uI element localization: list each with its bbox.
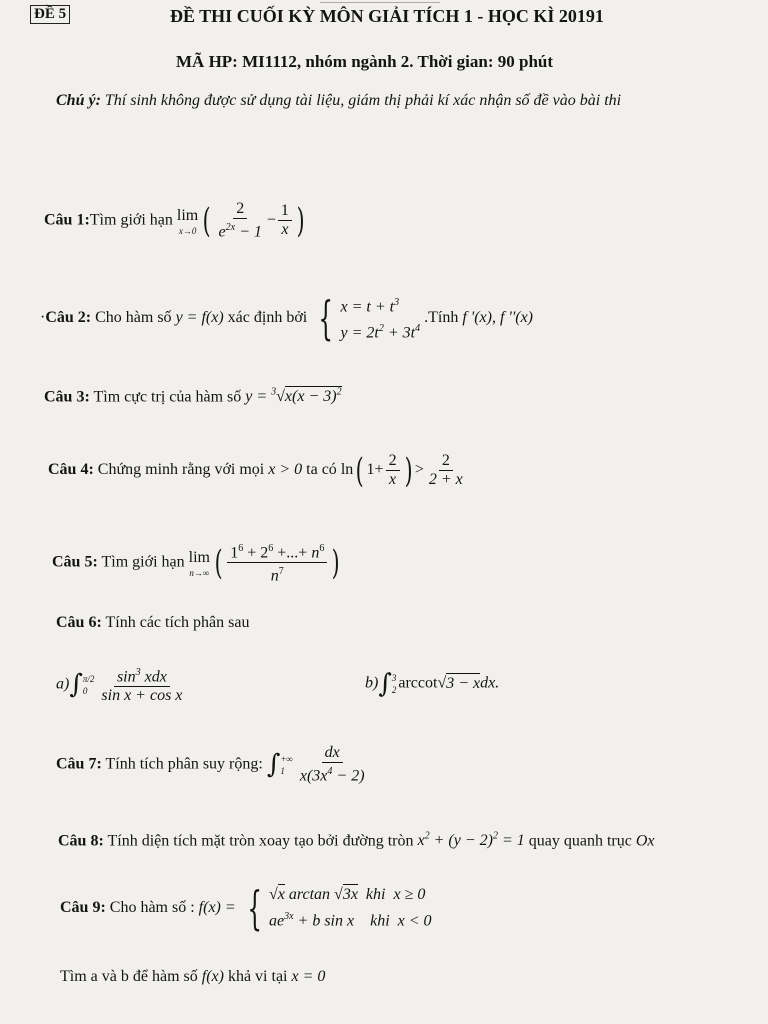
question-3: Câu 3: Tìm cực trị của hàm số $y = ^3√x(x - 3)^2$ <box>44 387 342 406</box>
question-9-label: Câu 9: <box>60 898 106 916</box>
question-3-label: Câu 3: <box>44 388 90 406</box>
question-5-label: Câu 5: <box>52 553 98 571</box>
question-5: Câu 5: Tìm giới hạn lim n→∞ ( $\frac{1^6 + 2^6 +...+ n^6}{n^7}$ ) <box>52 540 343 586</box>
limit-operator: lim n→∞ <box>188 549 210 579</box>
question-3-text: Tìm cực trị của hàm số <box>93 388 242 406</box>
question-4-label: Câu 4: <box>48 461 94 479</box>
exam-note <box>56 92 621 110</box>
final-instruction: Tìm a và b để hàm số f(x) khả vi tại x = 0 <box>60 968 326 985</box>
exam-number-badge: ĐỀ 5 <box>30 5 70 24</box>
question-6-label: Câu 6: <box>56 614 102 631</box>
final-instruction-text2: khả vi tại <box>227 968 288 985</box>
question-4-text: Chứng minh rằng với mọi <box>97 461 265 479</box>
note-text: Thí sinh không được sử dụng tài liệu, giám thị phải kí xác nhận số đề vào bài thi <box>104 92 622 109</box>
question-7-text: Tính tích phân suy rộng: <box>105 755 263 773</box>
question-6 <box>56 612 249 634</box>
question-6a: a)∫ π/2 0 $\frac{\sin^3 xdx}{\text{sin x + cos x}}$ <box>56 664 187 705</box>
question-6b: b)∫ 3 2 arccot√3 − xdx. <box>365 669 500 699</box>
question-4: Câu 4: Chứng minh rằng với mọi x > 0 ta có ln( 1+ $\frac{2}{x}$ ) > $\frac{2}{2 + x}$ <box>48 450 463 491</box>
question-7: Câu 7: Tính tích phân suy rộng: ∫ +∞ 1 $\frac{dx}{x(3x^4 - 2)}$ <box>56 744 365 785</box>
question-2-label: Câu 2: <box>45 309 92 326</box>
question-8-text2: quay quanh trục <box>528 832 632 850</box>
question-1: Câu 1:Tìm giới hạn lim x→0 ( $\frac{2}{e^{2x} - 1}$ − $\frac{1}{x}$ ) <box>44 200 305 241</box>
question-6-text: Tính các tích phân sau <box>105 614 250 631</box>
question-2: ·Câu 2: Cho hàm số y = f(x) xác định bởi { $x = t + t^3$ $y = 2t^2 + 3t^4$ .Tính f '(x), f ''(x) <box>40 291 533 346</box>
khi-label: khi <box>370 912 390 930</box>
question-8: Câu 8: Tính diện tích mặt tròn xoay tạo bởi đường tròn $x^2 + (y - 2)^2 = 1$ quay quanh trục Ox <box>58 831 655 850</box>
question-8-label: Câu 8: <box>58 832 104 850</box>
question-8-text: Tính diện tích mặt tròn xoay tạo bởi đường tròn <box>107 832 414 850</box>
khi-label: khi <box>365 886 386 903</box>
note-label: Chú ý: <box>56 92 101 109</box>
question-9: Câu 9: Cho hàm số : f(x) = { √x arctan √3x khi x ≥ 0 $ae^{3x} + b$ sin x khi x < 0 <box>60 881 432 936</box>
exam-title: ĐỀ THI CUỐI KỲ MÔN GIẢI TÍCH 1 - HỌC KÌ 20191 <box>170 6 604 26</box>
exam-subtitle: MÃ HP: MI1112, nhóm ngành 2. Thời gian: 90 phút <box>176 52 554 71</box>
question-2-text: Cho hàm số <box>95 309 172 326</box>
limit-operator: lim x→0 <box>176 207 199 237</box>
question-2-text2: xác định bởi <box>227 309 308 326</box>
question-2-text3: .Tính <box>424 309 459 326</box>
question-5-text: Tìm giới hạn <box>101 553 185 571</box>
question-1-text: Tìm giới hạn <box>89 211 173 229</box>
final-instruction-text: Tìm a và b để hàm số <box>60 968 198 985</box>
top-rule <box>320 2 440 3</box>
question-9-text: Cho hàm số : <box>109 898 195 916</box>
question-1-label: Câu 1: <box>44 211 90 229</box>
question-4-text2: ta có <box>306 461 337 479</box>
question-7-label: Câu 7: <box>56 755 102 773</box>
